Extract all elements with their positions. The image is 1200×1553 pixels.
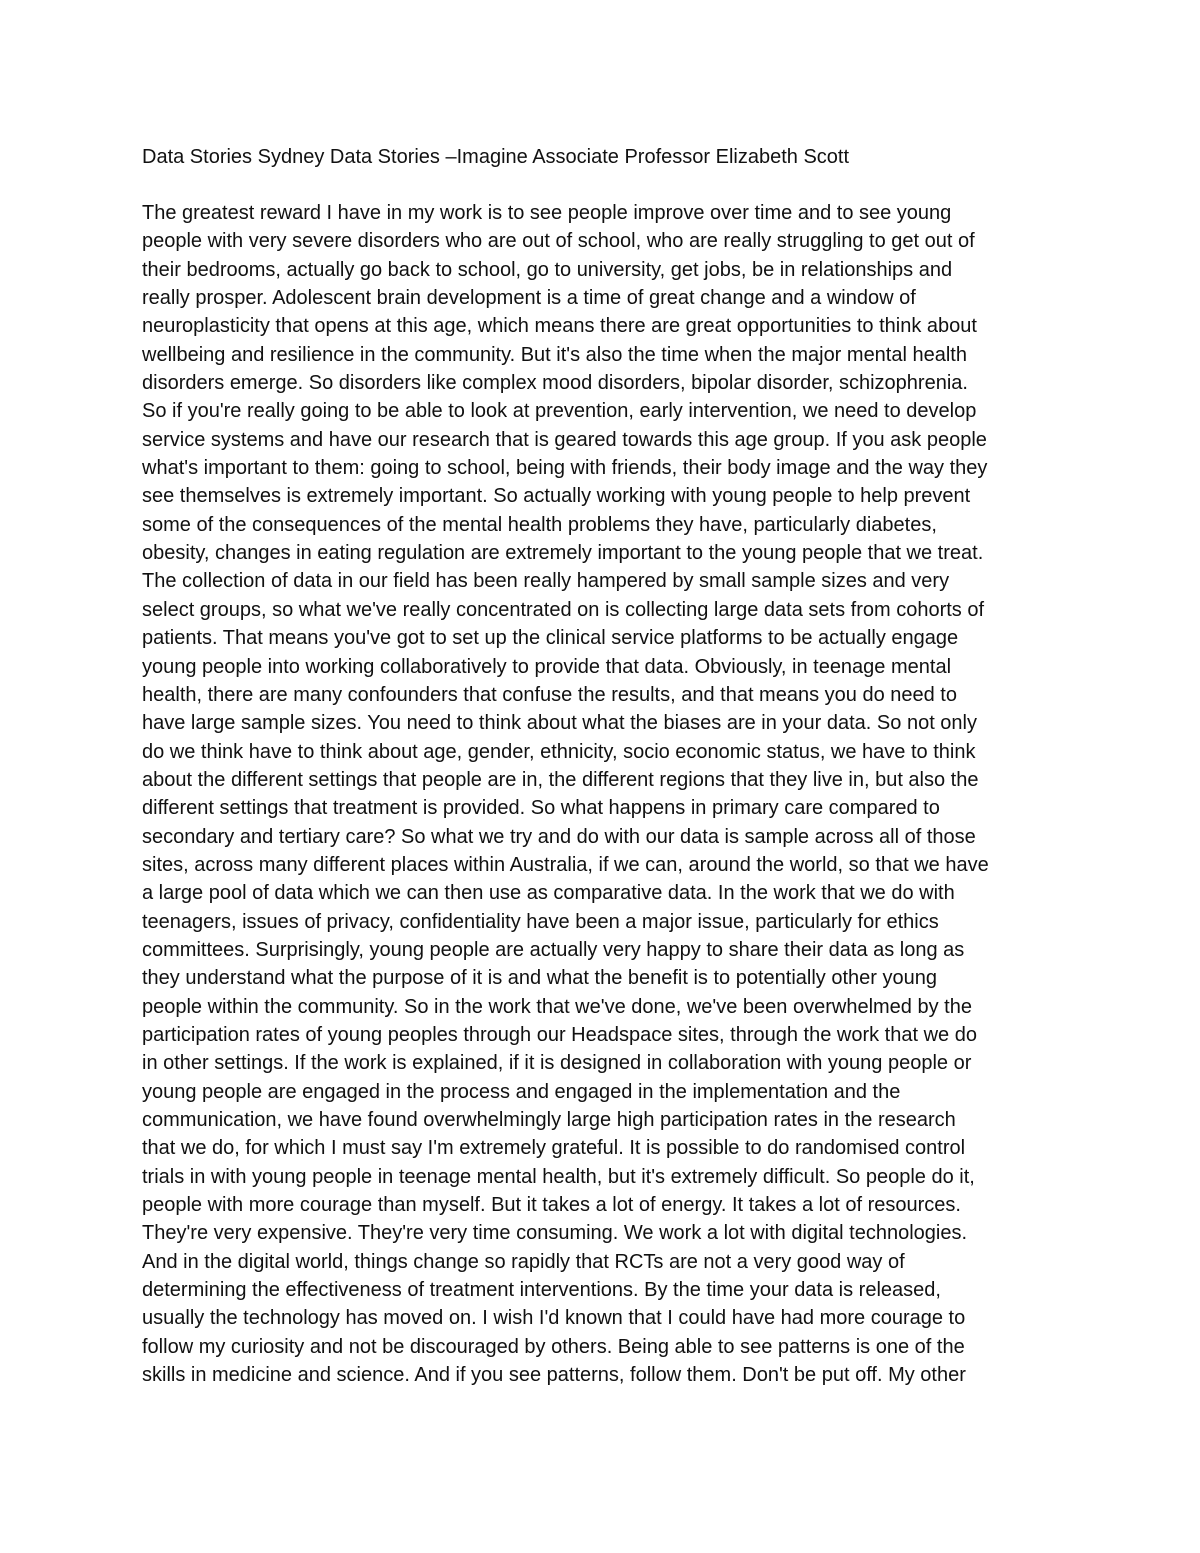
body-text-line: The greatest reward I have in my work is to see people improve over time and to see young <box>142 202 952 224</box>
body-text-line: health, there are many confounders that confuse the results, and that means you do need to <box>142 683 957 706</box>
body-text-line: some of the consequences of the mental health problems they have, particularly diabetes, <box>142 513 937 536</box>
body-text-line: people within the community. So in the work that we've done, we've been overwhelmed by the <box>142 995 972 1018</box>
body-text-line: have large sample sizes. You need to think about what the biases are in your data. So not only <box>142 712 977 735</box>
body-text-line: different settings that treatment is provided. So what happens in primary care compared to <box>142 797 940 820</box>
body-text-line: people with very severe disorders who are out of school, who are really struggling to get out of <box>142 230 975 253</box>
body-text-line: And in the digital world, things change so rapidly that RCTs are not a very good way of <box>142 1250 905 1273</box>
body-text-line: committees. Surprisingly, young people are actually very happy to share their data as long as <box>142 938 965 961</box>
body-text-line: wellbeing and resilience in the community. But it's also the time when the major mental health <box>142 343 967 366</box>
body-text-line: follow my curiosity and not be discouraged by others. Being able to see patterns is one of the <box>142 1335 965 1358</box>
body-text-line: their bedrooms, actually go back to school, go to university, get jobs, be in relationships and <box>142 258 953 281</box>
body-text-line: disorders emerge. So disorders like complex mood disorders, bipolar disorder, schizophrenia. <box>142 372 968 395</box>
body-text-line: The collection of data in our field has been really hampered by small sample sizes and very <box>142 570 950 593</box>
body-text-line: people with more courage than myself. But it takes a lot of energy. It takes a lot of resources. <box>142 1194 961 1217</box>
body-text-line: They're very expensive. They're very time consuming. We work a lot with digital technologies. <box>142 1222 968 1245</box>
body-text-line: neuroplasticity that opens at this age, which means there are great opportunities to think about <box>142 315 977 338</box>
body-text-line: obesity, changes in eating regulation are extremely important to the young people that we treat. <box>142 542 984 565</box>
body-text-line: select groups, so what we've really concentrated on is collecting large data sets from cohorts of <box>142 598 985 621</box>
body-text-line: see themselves is extremely important. So actually working with young people to help prevent <box>142 485 971 508</box>
body-text-line: about the different settings that people are in, the different regions that they live in, but also the <box>142 768 979 791</box>
body-text-line: what's important to them: going to school, being with friends, their body image and the way they <box>142 457 988 480</box>
body-text-line: So if you're really going to be able to look at prevention, early intervention, we need to develop <box>142 400 977 423</box>
body-text-line: they understand what the purpose of it is and what the benefit is to potentially other young <box>142 967 937 990</box>
body-text-line: skills in medicine and science. And if you see patterns, follow them. Don't be put off. My other <box>142 1364 966 1387</box>
body-text-line: service systems and have our research that is geared towards this age group. If you ask people <box>142 428 987 451</box>
body-text-line: sites, across many different places within Australia, if we can, around the world, so that we have <box>142 853 989 876</box>
document-title: Data Stories Sydney Data Stories –Imagine Associate Professor Elizabeth Scott <box>142 146 850 168</box>
body-text-line: communication, we have found overwhelmingly large high participation rates in the research <box>142 1109 956 1131</box>
body-text-line: young people into working collaboratively to provide that data. Obviously, in teenage mental <box>142 655 952 678</box>
body-text-line: patients. That means you've got to set up the clinical service platforms to be actually engage <box>142 627 959 650</box>
body-text-line: trials in with young people in teenage mental health, but it's extremely difficult. So people do it, <box>142 1165 975 1188</box>
body-text-line: do we think have to think about age, gender, ethnicity, socio economic status, we have to think <box>142 740 976 763</box>
body-text-line: in other settings. If the work is explained, if it is designed in collaboration with young people or <box>142 1052 972 1075</box>
document-body <box>142 199 1072 1389</box>
body-text-line: participation rates of young peoples through our Headspace sites, through the work that we do <box>142 1023 977 1046</box>
body-text-line: teenagers, issues of privacy, confidentiality have been a major issue, particularly for ethics <box>142 910 939 933</box>
body-text-line: determining the effectiveness of treatment interventions. By the time your data is released, <box>142 1279 941 1302</box>
body-text-line: usually the technology has moved on. I wish I'd known that I could have had more courage to <box>142 1307 966 1330</box>
body-text-line: really prosper. Adolescent brain development is a time of great change and a window of <box>142 287 916 310</box>
body-text-line: secondary and tertiary care? So what we try and do with our data is sample across all of those <box>142 825 976 848</box>
body-text-line: that we do, for which I must say I'm extremely grateful. It is possible to do randomised control <box>142 1137 966 1160</box>
body-text-line: young people are engaged in the process and engaged in the implementation and the <box>142 1080 901 1103</box>
body-text-line: a large pool of data which we can then use as comparative data. In the work that we do with <box>142 882 955 905</box>
